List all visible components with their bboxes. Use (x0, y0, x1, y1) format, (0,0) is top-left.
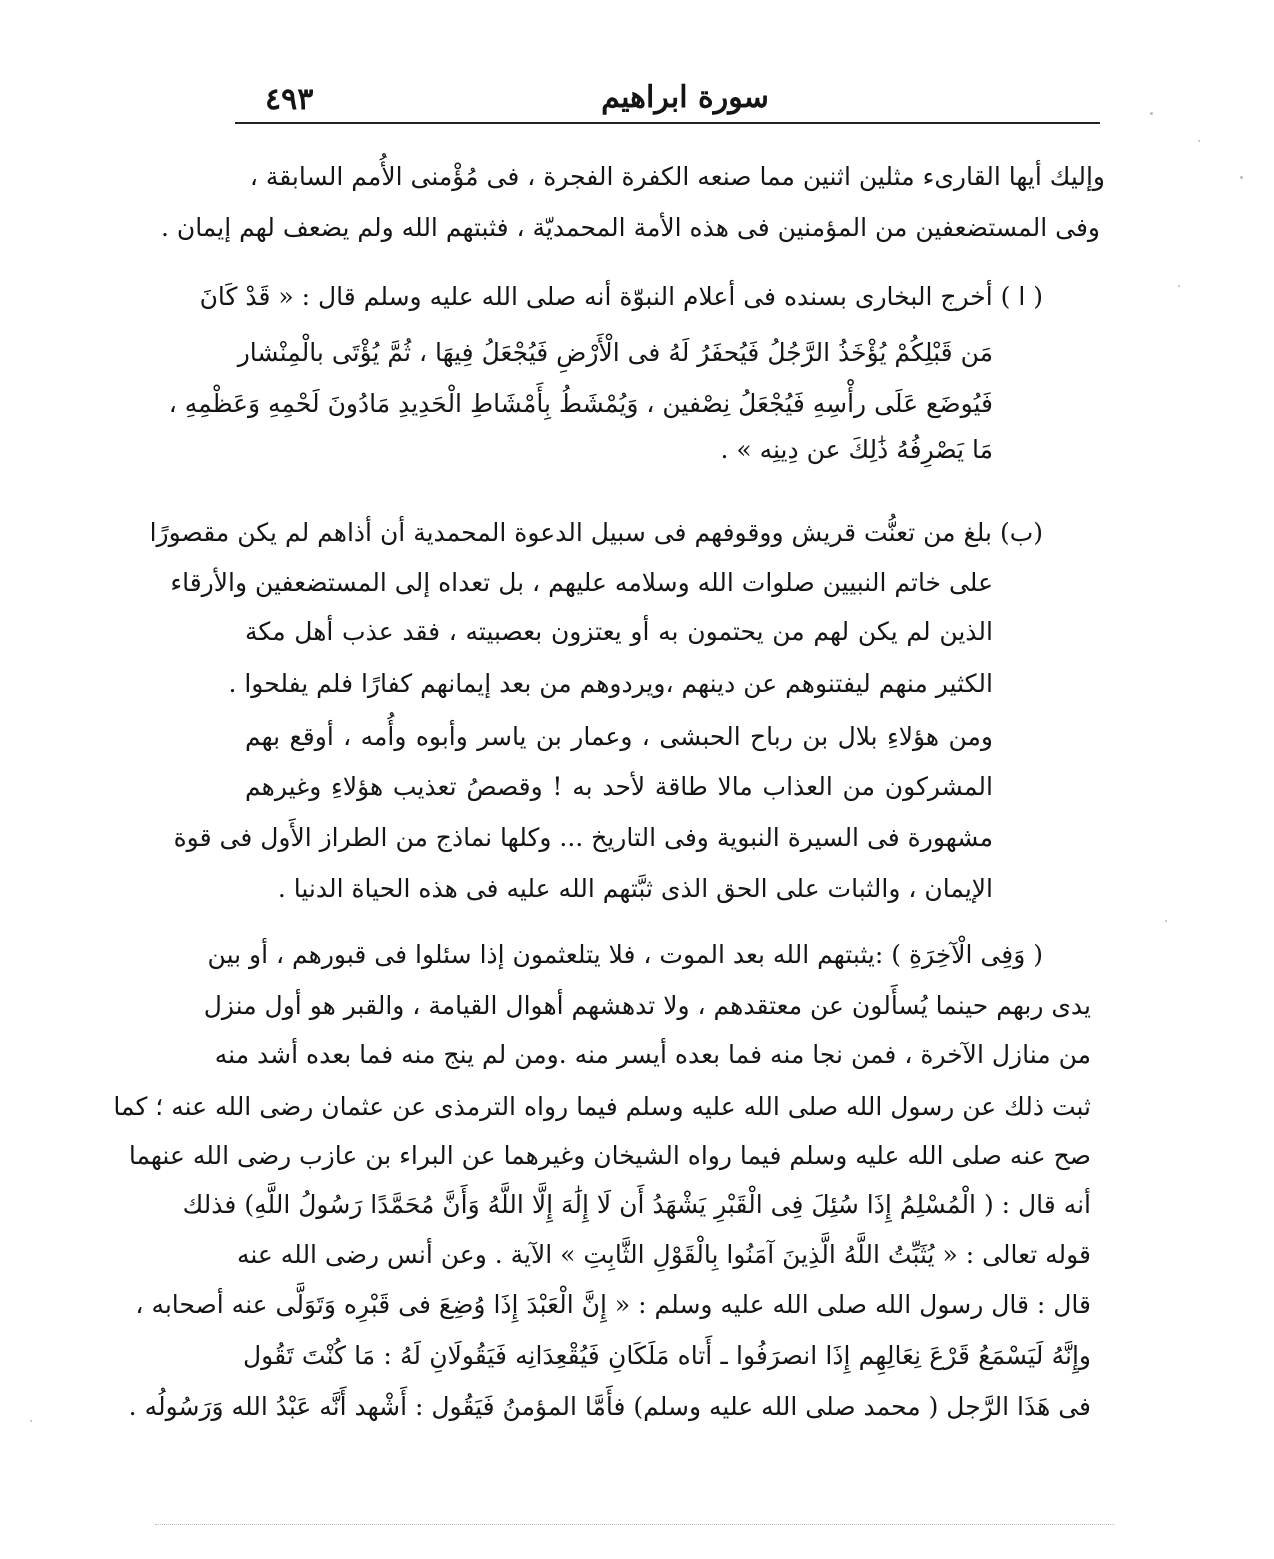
intro-line-2: وفى المستضعفين من المؤمنين فى هذه الأمة المحمديّة ، فثبتهم الله ولم يضعف لهم إيمان . (160, 213, 1100, 242)
scan-speck (1165, 920, 1167, 922)
hereafter-line-1: ( وَفِى الْآخِرَةِ ) :يثبتهم الله بعد الموت ، فلا يتلعثمون إذا سئلوا فى قبورهم ، أو بين (207, 940, 1043, 969)
hereafter-line-6: أنه قال : ( الْمُسْلِمُ إِذَا سُئِلَ فِى الْقَبْرِ يَشْهَدُ أَن لَا إِلَٰهَ إِلَّا اللَّهُ وَأَنَّ مُحَمَّدًا رَسُولُ اللَّهِ) فذلك (182, 1190, 1091, 1219)
hereafter-line-3: من منازل الآخرة ، فمن نجا منه فما بعده أيسر منه .ومن لم ينج منه فما بعده أشد منه (214, 1040, 1091, 1069)
hereafter-line-2: يدى ربهم حينما يُسأَلون عن معتقدهم ، ولا تدهشهم أهوال القيامة ، والقبر هو أول منزل (203, 991, 1091, 1020)
scan-speck (1178, 285, 1180, 287)
example-b-line-3: الذين لم يكن لهم من يحتمون به أو يعتزون بعصبيته ، فقد عذب أهل مكة (245, 617, 993, 646)
hereafter-line-10: فى هَذَا الرَّجل ( محمد صلى الله عليه وسلم) فأَمَّا المؤمنُ فَيَقُول : أَشْهد أَنَّه عَبْدُ الله وَرَسُولُه . (128, 1392, 1091, 1421)
header-rule (235, 122, 1100, 124)
bottom-edge (155, 1524, 1115, 1525)
example-a-line-3: فَيُوضَع عَلَى رأْسِهِ فَيُجْعَلُ نِصْفين ، وَيُمْشَطُ بِأَمْشَاطِ الْحَدِيدِ مَادُونَ لَحْمِهِ وَعَظْمِهِ ، (168, 389, 993, 418)
example-b-line-2: على خاتم النبيين صلوات الله وسلامه عليهم ، بل تعداه إلى المستضعفين والأرقاء (170, 568, 993, 597)
hereafter-line-4: ثبت ذلك عن رسول الله صلى الله عليه وسلم فيما رواه الترمذى عن عثمان رضى الله عنه ؛ كما (113, 1092, 1091, 1121)
hereafter-line-7: قوله تعالى : « يُثَبِّتُ اللَّهُ الَّذِينَ آمَنُوا بِالْقَوْلِ الثَّابِتِ » الآية . وعن أنس رضى الله عنه (236, 1240, 1091, 1269)
scan-speck (1150, 112, 1153, 115)
example-a-line-4: مَا يَصْرِفُهُ ذَٰلِكَ عن دِينِه » . (720, 435, 993, 464)
scan-speck (1198, 140, 1200, 142)
page-header (235, 78, 1100, 122)
page-number: ٤٩٣ (265, 82, 314, 117)
scan-speck (30, 1420, 32, 1422)
example-a-line-2: مَن قَبْلِكُمْ يُؤْخَذُ الرَّجُلُ فَيُحفَرُ لَهُ فى الْأَرْضِ فَيُجْعَلُ فِيهَا ، ثُمَّ يُؤْتَى بالْمِنْشار (237, 338, 993, 367)
hereafter-line-9: وإِنَّهُ لَيَسْمَعُ قَرْعَ نِعَالِهِم إِذَا انصرَفُوا ـ أَتاه مَلَكَانِ فَيُقْعِدَانِه فَيَقُولَانِ لَهُ : مَا كُنْتَ تَقُول (243, 1341, 1091, 1370)
example-b-line-4: الكثير منهم ليفتنوهم عن دينهم ،ويردوهم من بعد إيمانهم كفارًا فلم يفلحوا . (228, 669, 993, 698)
example-b-line-7: مشهورة فى السيرة النبوية وفى التاريخ ... وكلها نماذج من الطراز الأَول فى قوة (173, 823, 993, 852)
hereafter-line-5: صح عنه صلى الله عليه وسلم فيما رواه الشيخان وغيرهما عن البراء بن عازب رضى الله عنهما (128, 1141, 1091, 1170)
intro-line-1: وإليك أيها القارىء مثلين اثنين مما صنعه الكفرة الفجرة ، فى مُؤْمنى الأُمم السابقة ، (249, 162, 1105, 191)
example-a-line-1: ( ا ) أخرج البخارى بسنده فى أعلام النبوّة أنه صلى الله عليه وسلم قال : « قَدْ كَانَ (199, 282, 1043, 311)
example-b-line-5: ومن هؤلاءِ بلال بن رباح الحبشى ، وعمار بن ياسر وأبوه وأُمه ، أوقع بهم (245, 722, 993, 751)
example-b-line-6: المشركون من العذاب مالا طاقة لأحد به ! وقصصُ تعذيب هؤلاءِ وغيرهم (245, 772, 993, 801)
surah-title: سورة ابراهيم (601, 80, 769, 115)
scan-speck (1240, 176, 1243, 179)
example-b-line-1: (ب) بلغ من تعنُّت قريش ووقوفهم فى سبيل الدعوة المحمدية أن أذاهم لم يكن مقصورًا (149, 518, 1043, 547)
hereafter-line-8: قال : قال رسول الله صلى الله عليه وسلم : « إِنَّ الْعَبْدَ إِذَا وُضِعَ فى قَبْرِه وَتَوَلَّى عنه أصحابه ، (135, 1290, 1091, 1319)
example-b-line-8: الإيمان ، والثبات على الحق الذى ثبَّتهم الله عليه فى هذه الحياة الدنيا . (277, 874, 993, 903)
